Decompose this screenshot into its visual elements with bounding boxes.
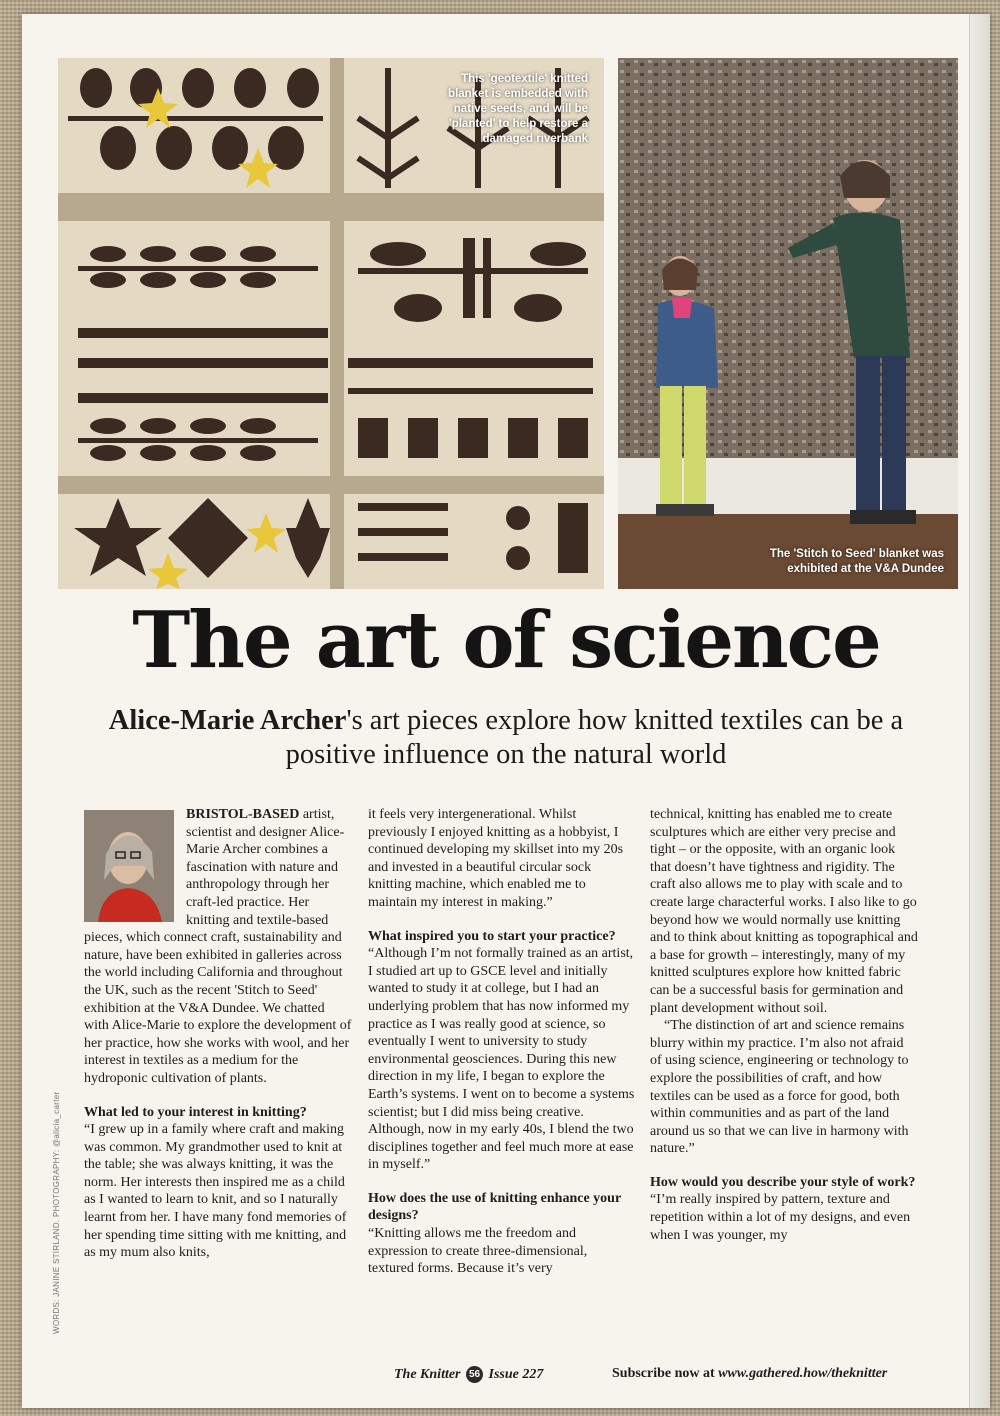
standfirst-text: 's art pieces explore how knitted textiles can be a positive influence on the natural world	[285, 705, 904, 770]
article-column-3	[650, 806, 918, 1244]
exhibition-scene-illustration	[618, 58, 958, 589]
exhibition-photo	[618, 58, 958, 589]
standfirst-name: Alice-Marie Archer	[108, 705, 347, 736]
answer-1: “I grew up in a family where craft and making was common. My grandmother used to knit at the table; she was always knitting, it was the norm. Her interests then inspired me as a child as I wanted to learn to knit, and so I naturally learnt from her. I have many fond memories of her spending time sitting with me knitting, and as my mum also knits,	[84, 1122, 347, 1261]
magazine-name: The Knitter	[394, 1367, 461, 1382]
subscribe-link[interactable]: www.gathered.how/theknitter	[718, 1366, 888, 1381]
footer-subscribe	[612, 1366, 887, 1382]
article-column-2	[368, 806, 636, 1278]
blanket-photo-caption: This 'geotextile' knitted blanket is embedded with native seeds, and will be 'planted' to help restore a damaged riverbank	[448, 73, 588, 145]
page-edge	[969, 14, 990, 1408]
article-column-1	[84, 806, 352, 1262]
page-number: 56	[466, 1366, 483, 1383]
question-3: How does the use of knitting enhance your designs?	[368, 1190, 621, 1224]
lead-caps: BRISTOL-BASED	[186, 807, 300, 822]
answer-1-continued: it feels very intergenerational. Whilst previously I enjoyed knitting as a hobbyist, I continued developing my skillset into my 20s and invested in a beautiful circular sock knitting machine, which enabled me to maintain my interest in making.”	[368, 807, 624, 910]
question-1: What led to your interest in knitting?	[84, 1104, 307, 1120]
photo-credit: WORDS: JANINE STIRLAND. PHOTOGRAPHY: @alicia_carter	[52, 1091, 61, 1334]
answer-4: “I’m really inspired by pattern, texture and repetition within a lot of my designs, and even when I was younger, my	[650, 1192, 911, 1243]
answer-3: “Knitting allows me the freedom and expression to create three-dimensional, textured forms. Because it’s very	[368, 1226, 588, 1277]
exhibition-photo-caption: The 'Stitch to Seed' blanket was exhibited at the V&A Dundee	[769, 548, 944, 575]
magazine-page	[22, 14, 990, 1408]
knitted-blanket-photo	[58, 58, 604, 589]
answer-2: “Although I’m not formally trained as an artist, I studied art up to GSCE level and initially wanted to study it at college, but I had an underlying problem that has now informed my practice as I was really good at science, so eventually I went to university to study environmental geosciences. During this new direction in my life, I began to explore the Earth’s systems. I went on to become a systems scientist; but I did miss being creative. Although, now in my early 40s, I blend the two disciplines together and feel much more at ease in myself.”	[368, 946, 635, 1173]
footer-magazine	[394, 1366, 543, 1383]
issue-number: Issue 227	[488, 1367, 544, 1382]
intro-text: artist, scientist and designer Alice-Marie Archer combines a fascination with nature and anthropology through her craft-led practice. Her knitting and textile-based pieces, which connect craft, sustainability and nature, have been exhibited in galleries across the world including California and throughout the UK, such as the recent 'Stitch to Seed' exhibition at the V&A Dundee. We chatted with Alice-Marie to explore the development of her practice, how she works with wool, and her interest in textiles as a medium for the hydroponic cultivation of plants.	[84, 807, 352, 1086]
question-4: How would you describe your style of work?	[650, 1174, 916, 1190]
article-title: The art of science	[132, 595, 880, 686]
answer-3-paragraph-2: “The distinction of art and science remains blurry within my practice. I’m also not afraid of using science, engineering or technology to explore the possibilities of craft, and how textiles can be used as a force for good, both within communities and as part of the land around us so that we can live in harmony with nature.”	[650, 1018, 909, 1157]
subscribe-text: Subscribe now at	[612, 1366, 719, 1381]
answer-3-continued: technical, knitting has enabled me to create sculptures which are either very precise and tight – or the opposite, with an organic look that doesn’t have tightness and rigidity. The craft also allows me to play with scale and to create large characterful works. I also like to go beyond how we would normally use knitting and to think about knitting as topographical and a base for growth – interestingly, many of my knitted sculptures explore how knitted fabric can be a successful basis for germination and plant development without soil.	[650, 807, 918, 1016]
article-standfirst	[82, 704, 930, 772]
portrait-photo	[84, 810, 174, 922]
question-2: What inspired you to start your practice?	[368, 928, 616, 944]
